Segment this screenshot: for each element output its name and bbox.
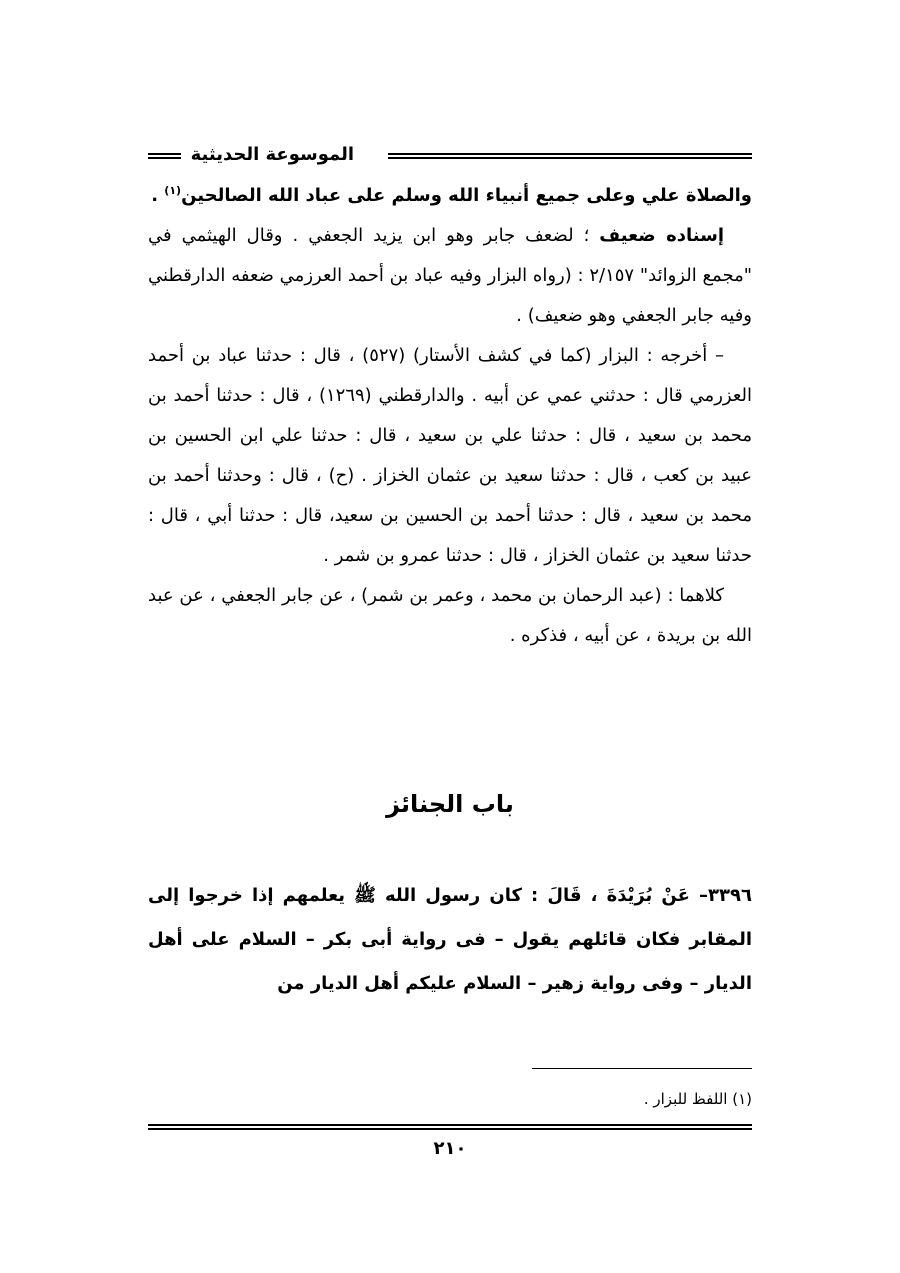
- running-header: [148, 140, 752, 170]
- isnad-grade: إسناده ضعيف: [599, 225, 724, 246]
- paragraph-summary: كلاهما : (عبد الرحمان بن محمد ، وعمر بن شمر) ، عن جابر الجعفي ، عن عبد الله بن بريدة ، عن أبيه ، فذكره .: [148, 585, 752, 646]
- paragraph-takhrij: – أخرجه : البزار (كما في كشف الأستار) (٥٢٧) ، قال : حدثنا عباد بن أحمد العزرمي قال : حدثني عمي عن أبيه . والدارقطني (١٢٦٩) ، قال : حدثنا أحمد بن محمد بن سعيد ، قال : حدثنا علي بن سعيد ، قال : حدثنا علي ابن الحسين بن عبيد بن كعب ، قال : حدثنا سعيد بن عثمان الخزاز . (ح) ، قال : وحدثنا أحمد بن محمد بن سعيد ، قال : حدثنا أحمد بن الحسين بن سعيد، قال : حدثنا أبي ، قال : حدثنا سعيد بن عثمان الخزاز ، قال : حدثنا عمرو بن شمر .: [148, 345, 752, 566]
- paragraph-tail: .: [151, 185, 165, 206]
- header-title: الموسوعة الحديثية: [181, 140, 364, 170]
- paragraph-isnad: [148, 216, 752, 336]
- section-title: باب الجنائز: [386, 790, 514, 818]
- paragraph-text: والصلاة علي وعلى جميع أنبياء الله وسلم على عباد الله الصالحين: [181, 185, 752, 206]
- footnote-marker[interactable]: (١): [164, 184, 182, 197]
- main-text: [148, 176, 752, 656]
- page-number: ٢١٠: [433, 1138, 467, 1159]
- paragraph-closing: [148, 176, 752, 216]
- footnote: (١) اللفظ للبزار .: [643, 1090, 752, 1108]
- paragraph-text: ؛ لضعف جابر وهو ابن يزيد الجعفي . وقال الهيثمي في "مجمع الزوائد" ٢/١٥٧ : (رواه البزار وفيه عباد بن أحمد العرزمي ضعفه الدارقطني وفيه جابر الجعفي وهو ضعيف) .: [148, 225, 752, 326]
- footer-rule: [148, 1124, 752, 1132]
- footnote-divider: [532, 1068, 752, 1069]
- header-rule-right: [388, 153, 752, 161]
- hadith-text: ٣٣٩٦– عَنْ بُرَيْدَةَ ، قَالَ : كان رسول الله ﷺ يعلمهم إذا خرجوا إلى المقابر فكان قائلهم يقول – فى رواية أبى بكر – السلام على أهل الديار – وفى رواية زهير – السلام عليكم أهل الديار من: [148, 885, 752, 994]
